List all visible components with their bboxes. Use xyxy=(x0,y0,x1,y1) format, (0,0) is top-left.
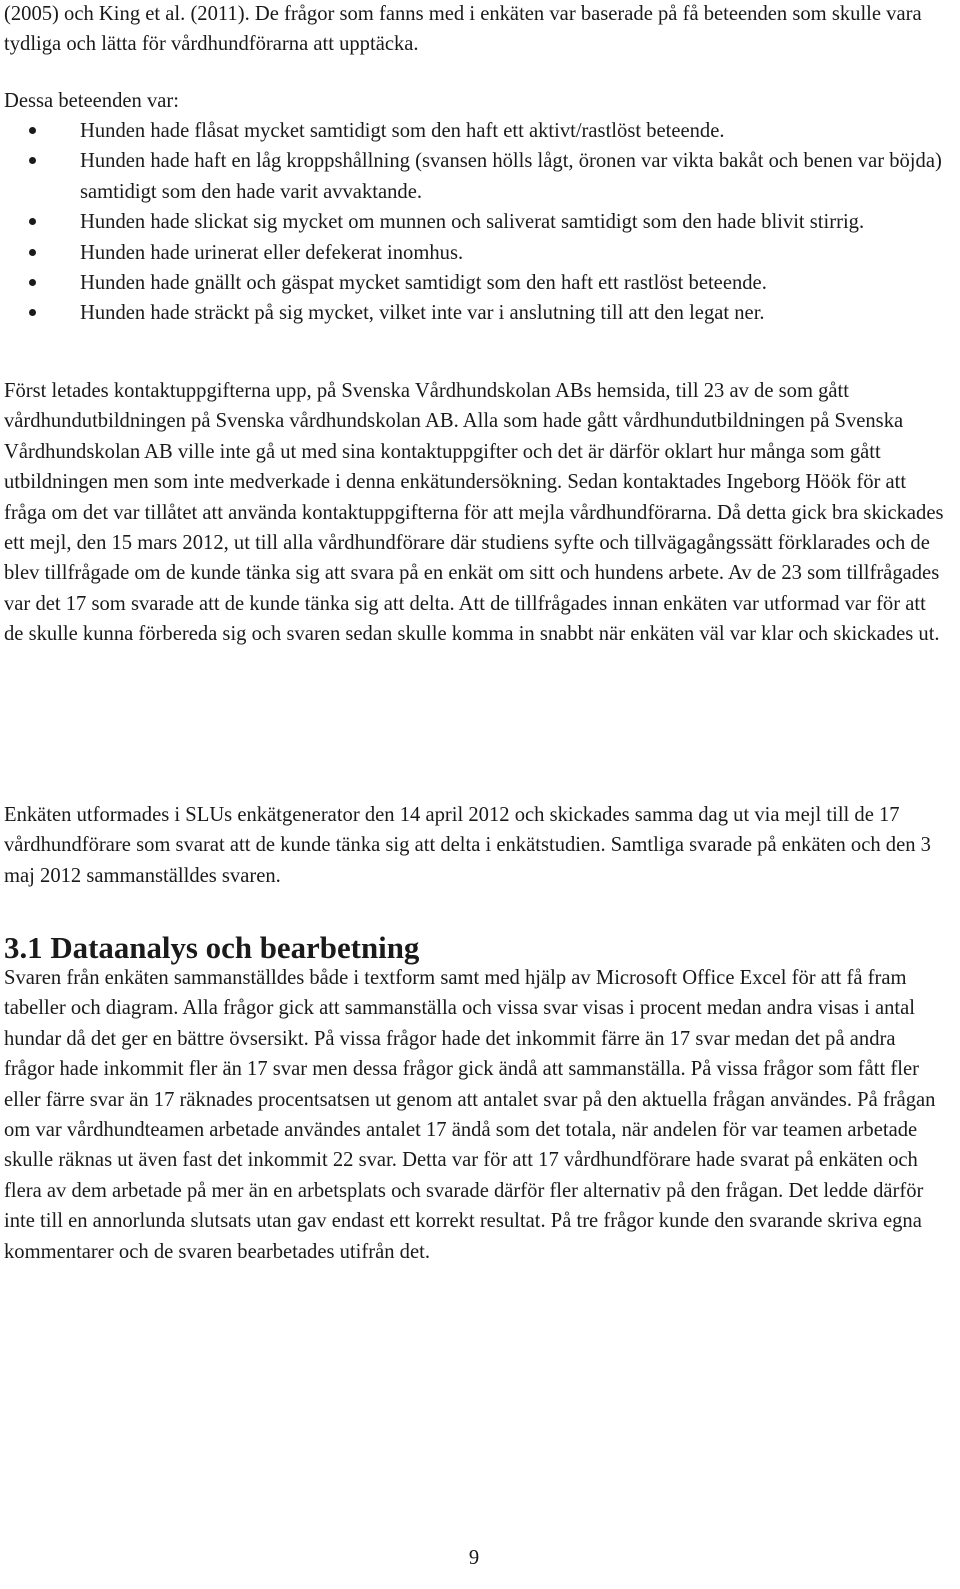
list-item xyxy=(4,268,944,298)
list-item-text: Hunden hade slickat sig mycket om munnen och saliverat samtidigt som den hade blivit stirrig. xyxy=(80,211,865,234)
bullet-icon xyxy=(29,249,36,256)
bullet-icon xyxy=(29,157,36,164)
section-heading: 3.1 Dataanalys och bearbetning xyxy=(4,930,420,965)
intro-paragraph: (2005) och King et al. (2011). De frågor som fanns med i enkäten var baserade på få beteenden som skulle vara tydliga och lätta för vårdhundförarna att upptäcka. xyxy=(4,3,922,56)
bullet-icon xyxy=(29,309,36,316)
list-item-text: Hunden hade haft en låg kroppshållning (svansen hölls lågt, öronen var vikta bakåt och benen var böjda) samtidigt som den hade varit avvaktande. xyxy=(80,150,942,203)
bullet-icon xyxy=(29,127,36,134)
method-paragraph-contacts: Först letades kontaktuppgifterna upp, på Svenska Vårdhundskolan ABs hemsida, till 23 av de som gått vårdhundutbildningen på Svenska vårdhundskolan AB. Alla som hade gått vårdhundutbildningen på Svenska Vårdhundskolan AB ville inte gå ut med sina kontaktuppgifter och det är därför oklart hur många som gått utbildningen men som inte medverkade i denna enkätundersökning. Sedan kontaktades Ingeborg Höök för att fråga om det var tillåtet att använda kontaktuppgifterna för att mejla vårdhundförarna. Då detta gick bra skickades ett mejl, den 15 mars 2012, ut till alla vårdhundförare där studiens syfte och tillvägagångssätt förklarades och de blev tillfrågade om de kunde tänka sig att svara på en enkät om sitt och hundens arbete. Av de 23 som tillfrågades var det 17 som svarade att de kunde tänka sig att delta. Att de tillfrågades innan enkäten var utformad var för att de skulle kunna förbereda sig och svaren sedan skulle komma in snabbt när enkäten väl var klar och skickades ut. xyxy=(4,380,944,646)
analysis-paragraph: Svaren från enkäten sammanställdes både i textform samt med hjälp av Microsoft Office Excel för att få fram tabeller och diagram. Alla frågor gick att sammanställa och vissa svar visas i procent medan andra visas i antal hundar då det ger en bättre övsersikt. På vissa frågor hade det inkommit färre än 17 svar medan det på andra frågor hade inkommit fler än 17 svar men dessa frågor gick ändå att sammanställa. På vissa frågor som fått fler eller färre svar än 17 räknades procentsatsen ut genom att antalet svar på den aktuella frågan användes. På frågan om var vårdhundteamen arbetade användes antalet 17 ändå som det totala, när andelen för var teamen arbetade skulle räknas ut även fast det inkommit 22 svar. Detta var för att 17 vårdhundförare hade svarat på enkäten och flera av dem arbetade på mer än en arbetsplats och svarade därför fler alternativ på den frågan. Det ledde därför inte till en annorlunda slutsats utan gav endast ett korrekt resultat. På tre frågor kunde den svarande skriva egna kommentarer och de svaren bearbetades utifrån det. xyxy=(4,967,936,1263)
list-item-text: Hunden hade flåsat mycket samtidigt som den haft ett aktivt/rastlöst beteende. xyxy=(80,120,725,142)
behaviors-lead: Dessa beteenden var: xyxy=(4,90,179,112)
method-paragraph-survey: Enkäten utformades i SLUs enkätgenerator den 14 april 2012 och skickades samma dag ut via mejl till de 17 vårdhundförare som svarat att de kunde tänka sig att delta i enkätstudien. Samtliga svarade på enkäten och den 3 maj 2012 sammanställdes svaren. xyxy=(4,804,931,887)
list-item xyxy=(4,238,944,268)
bullet-icon xyxy=(29,279,36,286)
list-item-text: Hunden hade urinerat eller defekerat inomhus. xyxy=(80,241,464,264)
bullet-icon xyxy=(29,218,36,225)
list-item xyxy=(4,298,944,328)
list-item xyxy=(4,116,944,146)
behaviors-list xyxy=(4,116,944,329)
list-item xyxy=(4,207,944,237)
list-item-text: Hunden hade sträckt på sig mycket, vilket inte var i anslutning till att den legat ner. xyxy=(80,302,765,325)
list-item xyxy=(4,146,944,207)
page-number: 9 xyxy=(468,1547,480,1569)
list-item-text: Hunden hade gnällt och gäspat mycket samtidigt som den haft ett rastlöst beteende. xyxy=(80,272,767,295)
